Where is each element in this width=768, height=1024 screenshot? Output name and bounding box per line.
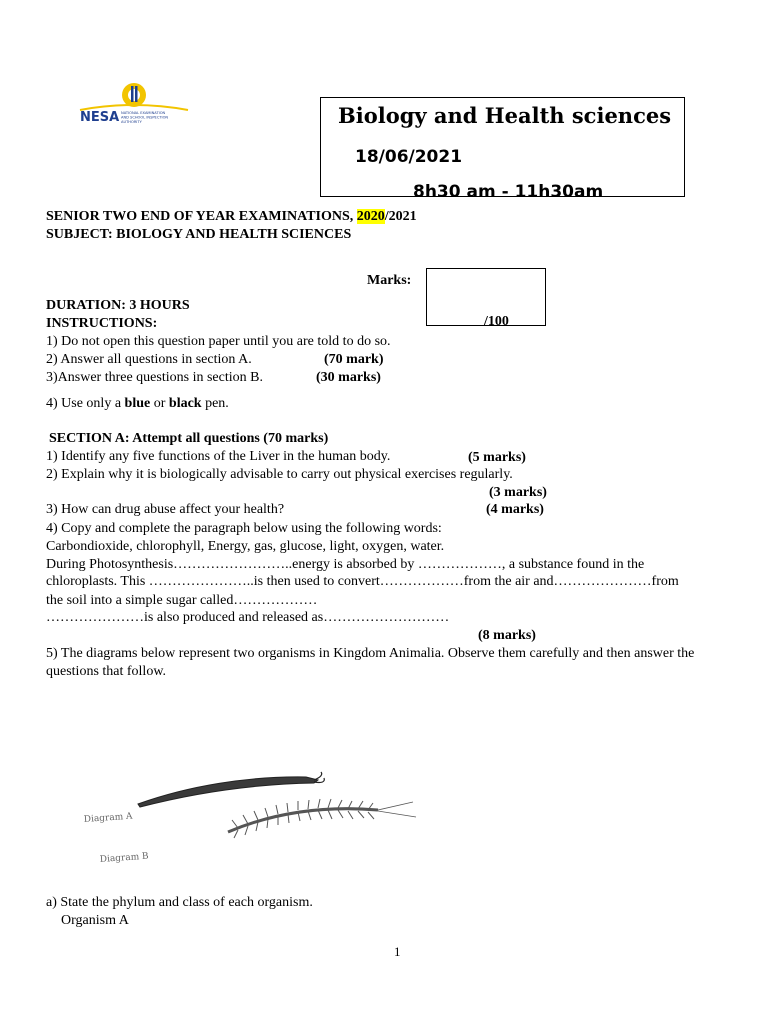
- instruction-2: 2) Answer all questions in section A.: [46, 352, 252, 367]
- instruction-1: 1) Do not open this question paper until you are told to do so.: [46, 334, 391, 349]
- question-2: 2) Explain why it is biologically advisable to carry out physical exercises regularly.: [46, 467, 513, 482]
- instruction-3: 3)Answer three questions in section B.: [46, 370, 263, 385]
- highlighted-year: 2020: [356, 209, 385, 224]
- organism-a-drawing: [138, 777, 318, 807]
- exam-series-prefix: SENIOR TWO END OF YEAR EXAMINATIONS,: [46, 209, 357, 224]
- question-4-words: Carbondioxide, chlorophyll, Energy, gas, glucose, light, oxygen, water.: [46, 539, 445, 554]
- question-4-paragraph-4: …………………is also produced and released as………………………: [46, 610, 450, 625]
- organism-a-label: Organism A: [61, 913, 129, 928]
- question-2-marks: (3 marks): [489, 485, 547, 500]
- instruction-4-suffix: pen.: [201, 396, 229, 411]
- question-4-marks: (8 marks): [478, 628, 536, 643]
- question-4-paragraph-3: the soil into a simple sugar called………………: [46, 593, 318, 608]
- question-4-paragraph-2: chloroplasts. This …………………..is then used to convert………………from the air and…………………from: [46, 574, 679, 589]
- question-1: 1) Identify any five functions of the Liver in the human body.: [46, 449, 391, 464]
- marks-value: /100: [484, 314, 509, 326]
- instruction-4-blue: blue: [124, 396, 151, 411]
- svg-text:AUTHORITY: AUTHORITY: [121, 120, 142, 124]
- instruction-4-black: black: [168, 396, 202, 411]
- svg-text:NATIONAL EXAMINATION: NATIONAL EXAMINATION: [121, 111, 166, 115]
- exam-date: 18/06/2021: [355, 147, 463, 167]
- exam-title-box: [320, 97, 685, 197]
- diagram-b-label: Diagram B: [99, 851, 149, 865]
- svg-text:NESA: NESA: [80, 110, 120, 125]
- nesa-logo: [60, 66, 240, 136]
- marks-label: Marks:: [367, 273, 412, 288]
- instruction-2-marks: (70 mark): [324, 352, 384, 367]
- question-3: 3) How can drug abuse affect your health?: [46, 502, 285, 517]
- question-3-marks: (4 marks): [486, 502, 544, 517]
- organism-diagrams-svg: [78, 760, 423, 870]
- organism-diagrams: [78, 760, 423, 870]
- marks-box: [426, 268, 546, 326]
- exam-title: Biology and Health sciences: [338, 103, 672, 128]
- exam-time: 8h30 am - 11h30am: [413, 182, 604, 197]
- subject-line: SUBJECT: BIOLOGY AND HEALTH SCIENCES: [46, 227, 352, 242]
- instruction-4-prefix: 4) Use only a: [46, 396, 125, 411]
- diagram-a-label: Diagram A: [83, 811, 133, 825]
- section-a-heading: SECTION A: Attempt all questions (70 marks): [49, 431, 329, 446]
- instructions-heading: INSTRUCTIONS:: [46, 316, 158, 331]
- svg-text:AND SCHOOL INSPECTION: AND SCHOOL INSPECTION: [121, 115, 169, 120]
- question-5-line-2: questions that follow.: [46, 664, 167, 679]
- exam-series-suffix: /2021: [384, 209, 417, 224]
- exam-series-line: [46, 208, 417, 225]
- instruction-3-marks: (30 marks): [316, 370, 381, 385]
- instruction-4-or: or: [150, 396, 169, 411]
- question-4-paragraph-1: During Photosynthesis……………………..energy is absorbed by ………………, a substance found in the: [46, 557, 645, 572]
- question-5-line-1: 5) The diagrams below represent two organisms in Kingdom Animalia. Observe them carefully and then answer the: [46, 646, 695, 661]
- page-number: 1: [394, 944, 401, 959]
- instruction-4: [46, 395, 229, 412]
- duration-line: DURATION: 3 HOURS: [46, 298, 190, 313]
- question-4-intro: 4) Copy and complete the paragraph below using the following words:: [46, 521, 442, 536]
- question-1-marks: (5 marks): [468, 450, 526, 465]
- question-5a: a) State the phylum and class of each organism.: [46, 895, 313, 910]
- organism-b-drawing: [228, 799, 416, 838]
